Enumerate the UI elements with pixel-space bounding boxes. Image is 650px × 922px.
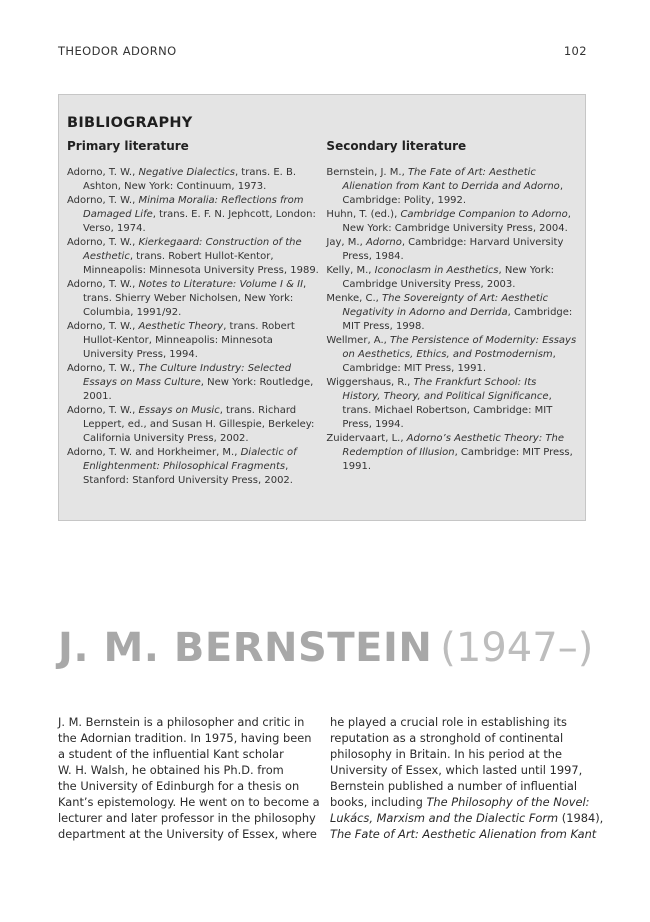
- entry-author: Adorno, T. W.,: [67, 405, 139, 416]
- line-text: University of Essex, which lasted until 1997,: [330, 763, 583, 777]
- entry-author: Jay, M.,: [326, 237, 366, 248]
- primary-literature-column: [67, 139, 326, 488]
- entry-author: Wellmer, A.,: [326, 335, 390, 346]
- entry-title: The Culture Industry: Selected Essays on Mass Culture: [83, 363, 292, 388]
- bibliography-entry: [326, 292, 577, 334]
- line-text: the Adornian tradition. In 1975, having been: [58, 731, 312, 745]
- body-text-line: [58, 810, 316, 826]
- bibliography-entry: [67, 362, 326, 404]
- entry-author: Adorno, T. W.,: [67, 237, 139, 248]
- bibliography-entry: [67, 320, 326, 362]
- bibliography-title: BIBLIOGRAPHY: [67, 115, 193, 131]
- running-head-author: THEODOR ADORNO: [58, 44, 177, 58]
- person-dates: (1947–): [440, 625, 594, 671]
- bibliography-entry: [326, 264, 577, 292]
- body-text-line: [58, 794, 320, 810]
- body-text-line: [330, 730, 588, 746]
- bibliography-entry: [67, 404, 326, 446]
- person-heading: [58, 620, 593, 676]
- entry-publication: , trans. Michael Robertson, Cambridge: MIT Press, 1994.: [342, 391, 553, 430]
- entry-title: Notes to Literature: Volume I & II: [138, 279, 304, 290]
- bibliography-columns: [67, 139, 577, 488]
- entry-publication: , New York: Cambridge University Press, 2004.: [342, 209, 571, 234]
- body-text-line: [330, 762, 588, 778]
- entry-title: Aesthetic Theory: [138, 321, 224, 332]
- bibliography-entry: [326, 236, 577, 264]
- bibliography-entry: [326, 432, 577, 474]
- body-text-line: [330, 810, 604, 826]
- entry-title: The Fate of Art: Aesthetic Alienation from Kant to Derrida and Adorno: [342, 167, 560, 192]
- bibliography-entry: [326, 334, 577, 376]
- bibliography-entry: [67, 236, 326, 278]
- person-name: J. M. BERNSTEIN: [58, 625, 433, 671]
- entry-title: The Persistence of Modernity: Essays on Aesthetics, Ethics, and Postmodernism: [342, 335, 577, 360]
- entry-title: Kierkegaard: Construction of the Aesthetic: [83, 237, 302, 262]
- entry-publication: , Stanford: Stanford University Press, 2002.: [83, 461, 293, 486]
- bibliography-entry: [67, 194, 326, 236]
- entry-publication: , Cambridge: MIT Press, 1991.: [342, 349, 556, 374]
- bibliography-entry: [326, 208, 577, 236]
- entry-publication: , trans. Shierry Weber Nicholsen, New York: Columbia, 1991/92.: [83, 279, 307, 318]
- page-number: 102: [563, 44, 587, 58]
- entry-author: Adorno, T. W.,: [67, 195, 139, 206]
- entry-title: The Sovereignty of Art: Aesthetic Negativity in Adorno and Derrida: [342, 293, 549, 318]
- line-text: Kant’s epistemology. He went on to become a: [58, 795, 320, 809]
- line-text: a student of the influential Kant scholar: [58, 747, 284, 761]
- entry-author: Kelly, M.,: [326, 265, 375, 276]
- primary-literature-list: [67, 166, 326, 488]
- secondary-literature-heading: Secondary literature: [326, 139, 467, 153]
- body-text-left-column: [58, 714, 320, 842]
- entry-title: The Frankfurt School: Its History, Theory, and Political Significance: [342, 377, 549, 402]
- line-italic-title: Lukács, Marxism and the Dialectic Form: [330, 811, 559, 825]
- body-text-line: [58, 730, 316, 746]
- body-text-line: [58, 778, 316, 794]
- entry-title: Cambridge Companion to Adorno: [400, 209, 568, 220]
- entry-author: Adorno, T. W.,: [67, 167, 139, 178]
- entry-publication: , Cambridge: Harvard University Press, 1984.: [342, 237, 564, 262]
- entry-author: Huhn, T. (ed.),: [326, 209, 401, 220]
- line-text: W. H. Walsh, he obtained his Ph.D. from: [58, 763, 284, 777]
- entry-publication: , Cambridge: MIT Press, 1998.: [342, 307, 573, 332]
- secondary-literature-list: [326, 166, 577, 474]
- entry-publication: , New York: Cambridge University Press, 2003.: [342, 265, 555, 290]
- line-text: books, including: [330, 795, 427, 809]
- body-text-line: [58, 714, 316, 730]
- bibliography-entry: [326, 166, 577, 208]
- primary-literature-heading: Primary literature: [67, 139, 189, 153]
- body-text-line: [330, 778, 588, 794]
- entry-title: Negative Dialectics: [138, 167, 235, 178]
- entry-author: Menke, C.,: [326, 293, 383, 304]
- secondary-literature-column: [326, 139, 577, 488]
- body-text-line: [58, 826, 316, 842]
- line-text: philosophy in Britain. In his period at the: [330, 747, 563, 761]
- bibliography-entry: [67, 446, 326, 488]
- line-italic-title: The Fate of Art: Aesthetic Alienation from Kant: [330, 827, 597, 841]
- entry-title: Minima Moralia: Reflections from Damaged Life: [83, 195, 304, 220]
- entry-publication: , trans. E. F. N. Jephcott, London: Verso, 1974.: [83, 209, 316, 234]
- entry-author: Adorno, T. W.,: [67, 363, 139, 374]
- entry-publication: , trans. Robert Hullot-Kentor, Minneapolis: Minnesota University Press, 1994.: [83, 321, 295, 360]
- entry-title: Iconoclasm in Aesthetics: [374, 265, 499, 276]
- line-text: lecturer and later professor in the philosophy: [58, 811, 316, 825]
- body-text-line: [58, 746, 316, 762]
- line-text: he played a crucial role in establishing its: [330, 715, 567, 729]
- entry-publication: , trans. Robert Hullot-Kentor, Minneapolis: Minnesota University Press, 1989.: [83, 251, 319, 276]
- body-text-line: [330, 794, 588, 810]
- line-text-after: (1984),: [558, 811, 604, 825]
- entry-author: Adorno, T. W. and Horkheimer, M.,: [67, 447, 241, 458]
- entry-publication: , trans. Richard Leppert, ed., and Susan H. Gillespie, Berkeley: California University Press, 2002.: [83, 405, 315, 444]
- body-text-right-column: [330, 714, 604, 842]
- line-text: J. M. Bernstein is a philosopher and critic in: [58, 715, 305, 729]
- running-header: [58, 44, 587, 58]
- bibliography-box: [58, 94, 586, 521]
- entry-publication: , Cambridge: MIT Press, 1991.: [342, 447, 573, 472]
- bibliography-entry: [326, 376, 577, 432]
- entry-title: Adorno’s Aesthetic Theory: The Redemption of Illusion: [342, 433, 564, 458]
- entry-publication: , trans. E. B. Ashton, New York: Continuum, 1973.: [83, 167, 297, 192]
- entry-author: Wiggershaus, R.,: [326, 377, 414, 388]
- entry-author: Adorno, T. W.,: [67, 321, 139, 332]
- line-text: reputation as a stronghold of continental: [330, 731, 564, 745]
- entry-author: Adorno, T. W.,: [67, 279, 139, 290]
- line-text: the University of Edinburgh for a thesis on: [58, 779, 300, 793]
- line-text: department at the University of Essex, where: [58, 827, 317, 841]
- line-italic-title: The Philosophy of the Novel:: [426, 795, 590, 809]
- entry-publication: , New York: Routledge, 2001.: [83, 377, 314, 402]
- entry-title: Adorno: [365, 237, 402, 248]
- bibliography-entry: [67, 278, 326, 320]
- body-text-line: [330, 714, 588, 730]
- entry-publication: , Cambridge: Polity, 1992.: [342, 181, 563, 206]
- body-text-line: [330, 826, 597, 842]
- body-text-line: [330, 746, 588, 762]
- entry-title: Essays on Music: [138, 405, 220, 416]
- entry-author: Bernstein, J. M.,: [326, 167, 408, 178]
- entry-title: Dialectic of Enlightenment: Philosophical Fragments: [83, 447, 297, 472]
- line-text: Bernstein published a number of influential: [330, 779, 578, 793]
- bibliography-entry: [67, 166, 326, 194]
- entry-author: Zuidervaart, L.,: [326, 433, 407, 444]
- body-text-line: [58, 762, 316, 778]
